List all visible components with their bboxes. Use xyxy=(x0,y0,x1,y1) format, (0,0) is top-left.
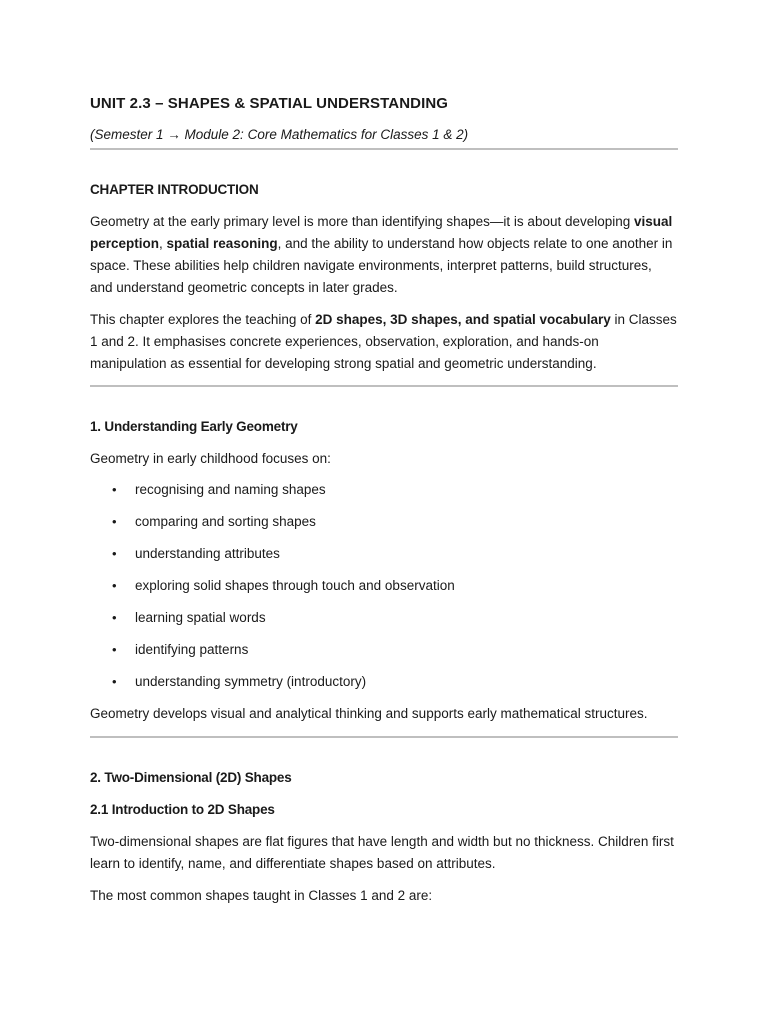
intro-p2-bold-shapes: 2D shapes, 3D shapes, and spatial vocabulary xyxy=(315,312,611,327)
intro-p1-text-c: , xyxy=(159,236,167,251)
section-2-paragraph-2: The most common shapes taught in Classes 1 and 2 are: xyxy=(90,888,433,903)
intro-p2-text-c: in Classes 1 and 2. It emphasises concrete experiences, observation, exploration, and hands-on manipulation as essential for developing strong spatial and geometric understanding. xyxy=(90,312,677,371)
section-2-1-heading: 2.1 Introduction to 2D Shapes xyxy=(90,802,275,817)
list-item: • exploring solid shapes through touch and observation xyxy=(90,576,678,596)
intro-p2-text-a: This chapter explores the teaching of xyxy=(90,312,316,327)
list-item: • understanding symmetry (introductory) xyxy=(90,672,678,692)
unit-title: UNIT 2.3 – SHAPES & SPATIAL UNDERSTANDING xyxy=(90,95,449,112)
list-item: • identifying patterns xyxy=(90,640,678,660)
intro-p1-bold-visual-perception: visual perception xyxy=(90,214,673,251)
section-1-closing: Geometry develops visual and analytical thinking and supports early mathematical structures. xyxy=(90,706,648,721)
divider xyxy=(90,385,678,387)
intro-p1-bold-spatial-reasoning: spatial reasoning xyxy=(166,236,278,251)
unit-subtitle: (Semester 1 → Module 2: Core Mathematics for Classes 1 & 2) xyxy=(90,127,469,142)
intro-p1-text-a: Geometry at the early primary level is more than identifying shapes—it is about developing xyxy=(90,214,635,229)
list-item: • comparing and sorting shapes xyxy=(90,512,678,532)
section-1-heading: 1. Understanding Early Geometry xyxy=(90,419,298,434)
list-item: • learning spatial words xyxy=(90,608,678,628)
section-2-heading: 2. Two-Dimensional (2D) Shapes xyxy=(90,770,292,785)
divider xyxy=(90,736,678,738)
intro-p1-text-d: , and the ability to understand how objects relate to one another in space. These abilities help children navigate environments, interpret patterns, build structures, and understand geometric concepts in later grades. xyxy=(90,236,673,295)
intro-paragraph-1 xyxy=(90,211,678,299)
chapter-introduction-heading: CHAPTER INTRODUCTION xyxy=(90,182,259,197)
list-item: • recognising and naming shapes xyxy=(90,480,678,500)
section-2-paragraph-1: Two-dimensional shapes are flat figures that have length and width but no thickness. Children first learn to identify, name, and differentiate shapes based on attributes. xyxy=(90,834,674,871)
intro-paragraph-2 xyxy=(90,309,678,375)
section-1-lead: Geometry in early childhood focuses on: xyxy=(90,451,331,466)
list-item: • understanding attributes xyxy=(90,544,678,564)
section-1-list xyxy=(90,480,678,692)
document-content xyxy=(90,92,678,907)
divider xyxy=(90,148,678,150)
